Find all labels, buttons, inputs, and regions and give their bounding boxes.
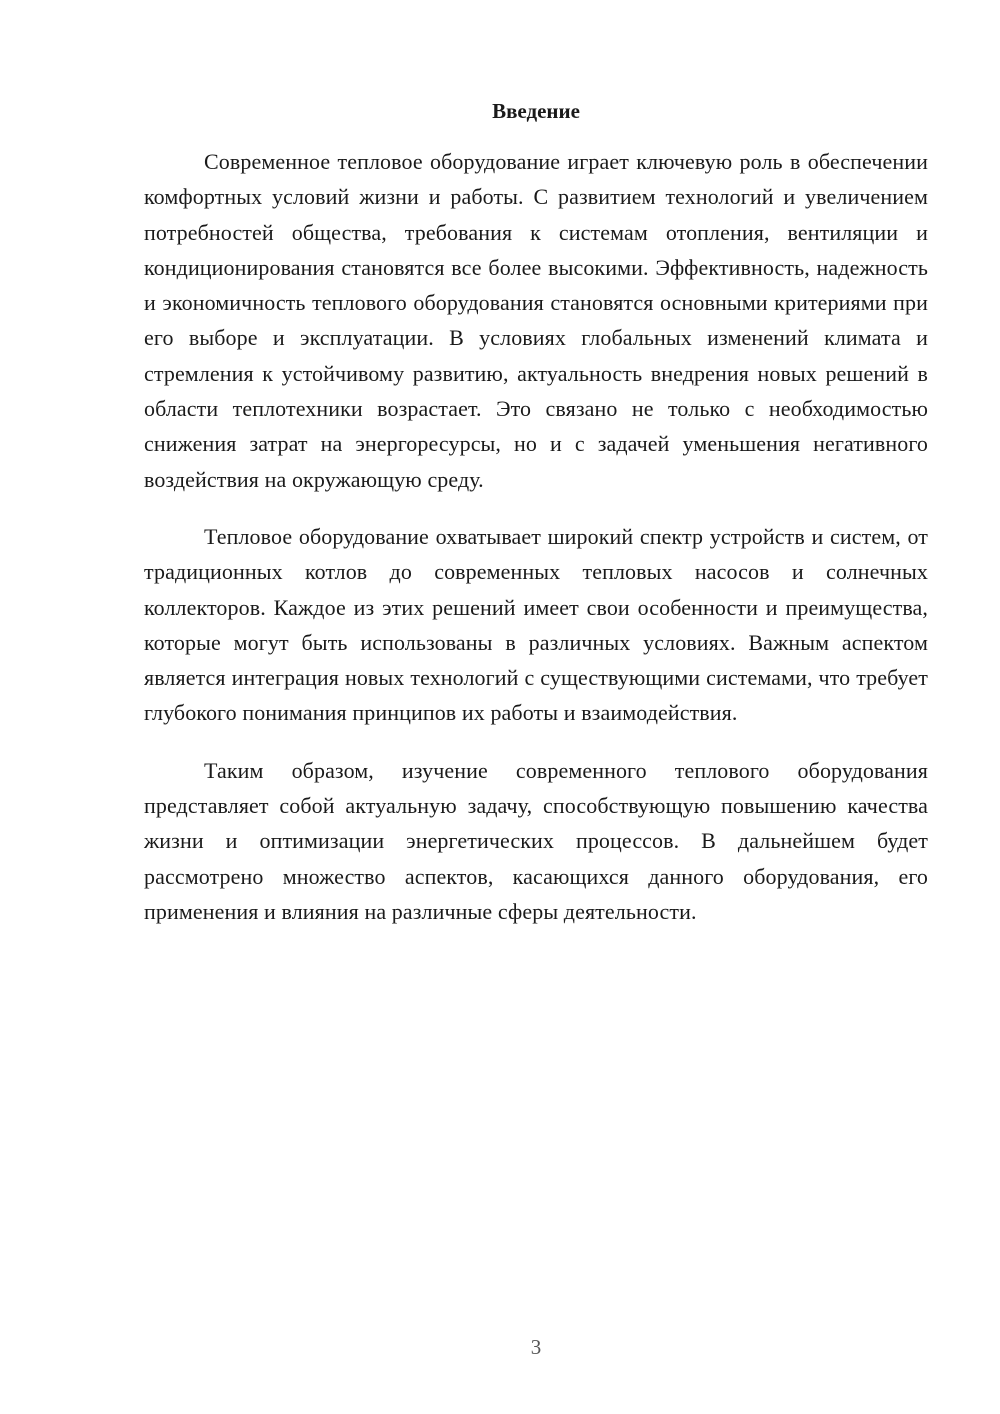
paragraph-2: Тепловое оборудование охватывает широкий спектр устройств и систем, от традиционных котлов до современных тепловых насосов и солнечных коллекторов. Каждое из этих решений имеет свои особенности и преимущества, которые могут быть использованы в различных условиях. Важным аспектом является интеграция новых технологий с существующими системами, что требует глубокого понимания принципов их работы и взаимодействия. [144, 523, 928, 726]
page-title: Введение [492, 99, 580, 123]
paragraph-3: Таким образом, изучение современного теплового оборудования представляет собой актуальную задачу, способствующую повышению качества жизни и оптимизации энергетических процессов. В дальнейшем будет рассмотрено множество аспектов, касающихся данного оборудования, его применения и влияния на различные сферы деятельности. [144, 757, 928, 924]
page-number: 3 [530, 1335, 542, 1359]
body-text [144, 144, 928, 951]
paragraph-1: Современное тепловое оборудование играет ключевую роль в обеспечении комфортных условий жизни и работы. С развитием технологий и увеличением потребностей общества, требования к системам отопления, вентиляции и кондиционирования становятся все более высокими. Эффективность, надежность и экономичность теплового оборудования становятся основными критериями при его выборе и эксплуатации. В условиях глобальных изменений климата и стремления к устойчивому развитию, актуальность внедрения новых решений в области теплотехники возрастает. Это связано не только с необходимостью снижения затрат на энергоресурсы, но и с задачей уменьшения негативного воздействия на окружающую среду. [144, 149, 928, 492]
